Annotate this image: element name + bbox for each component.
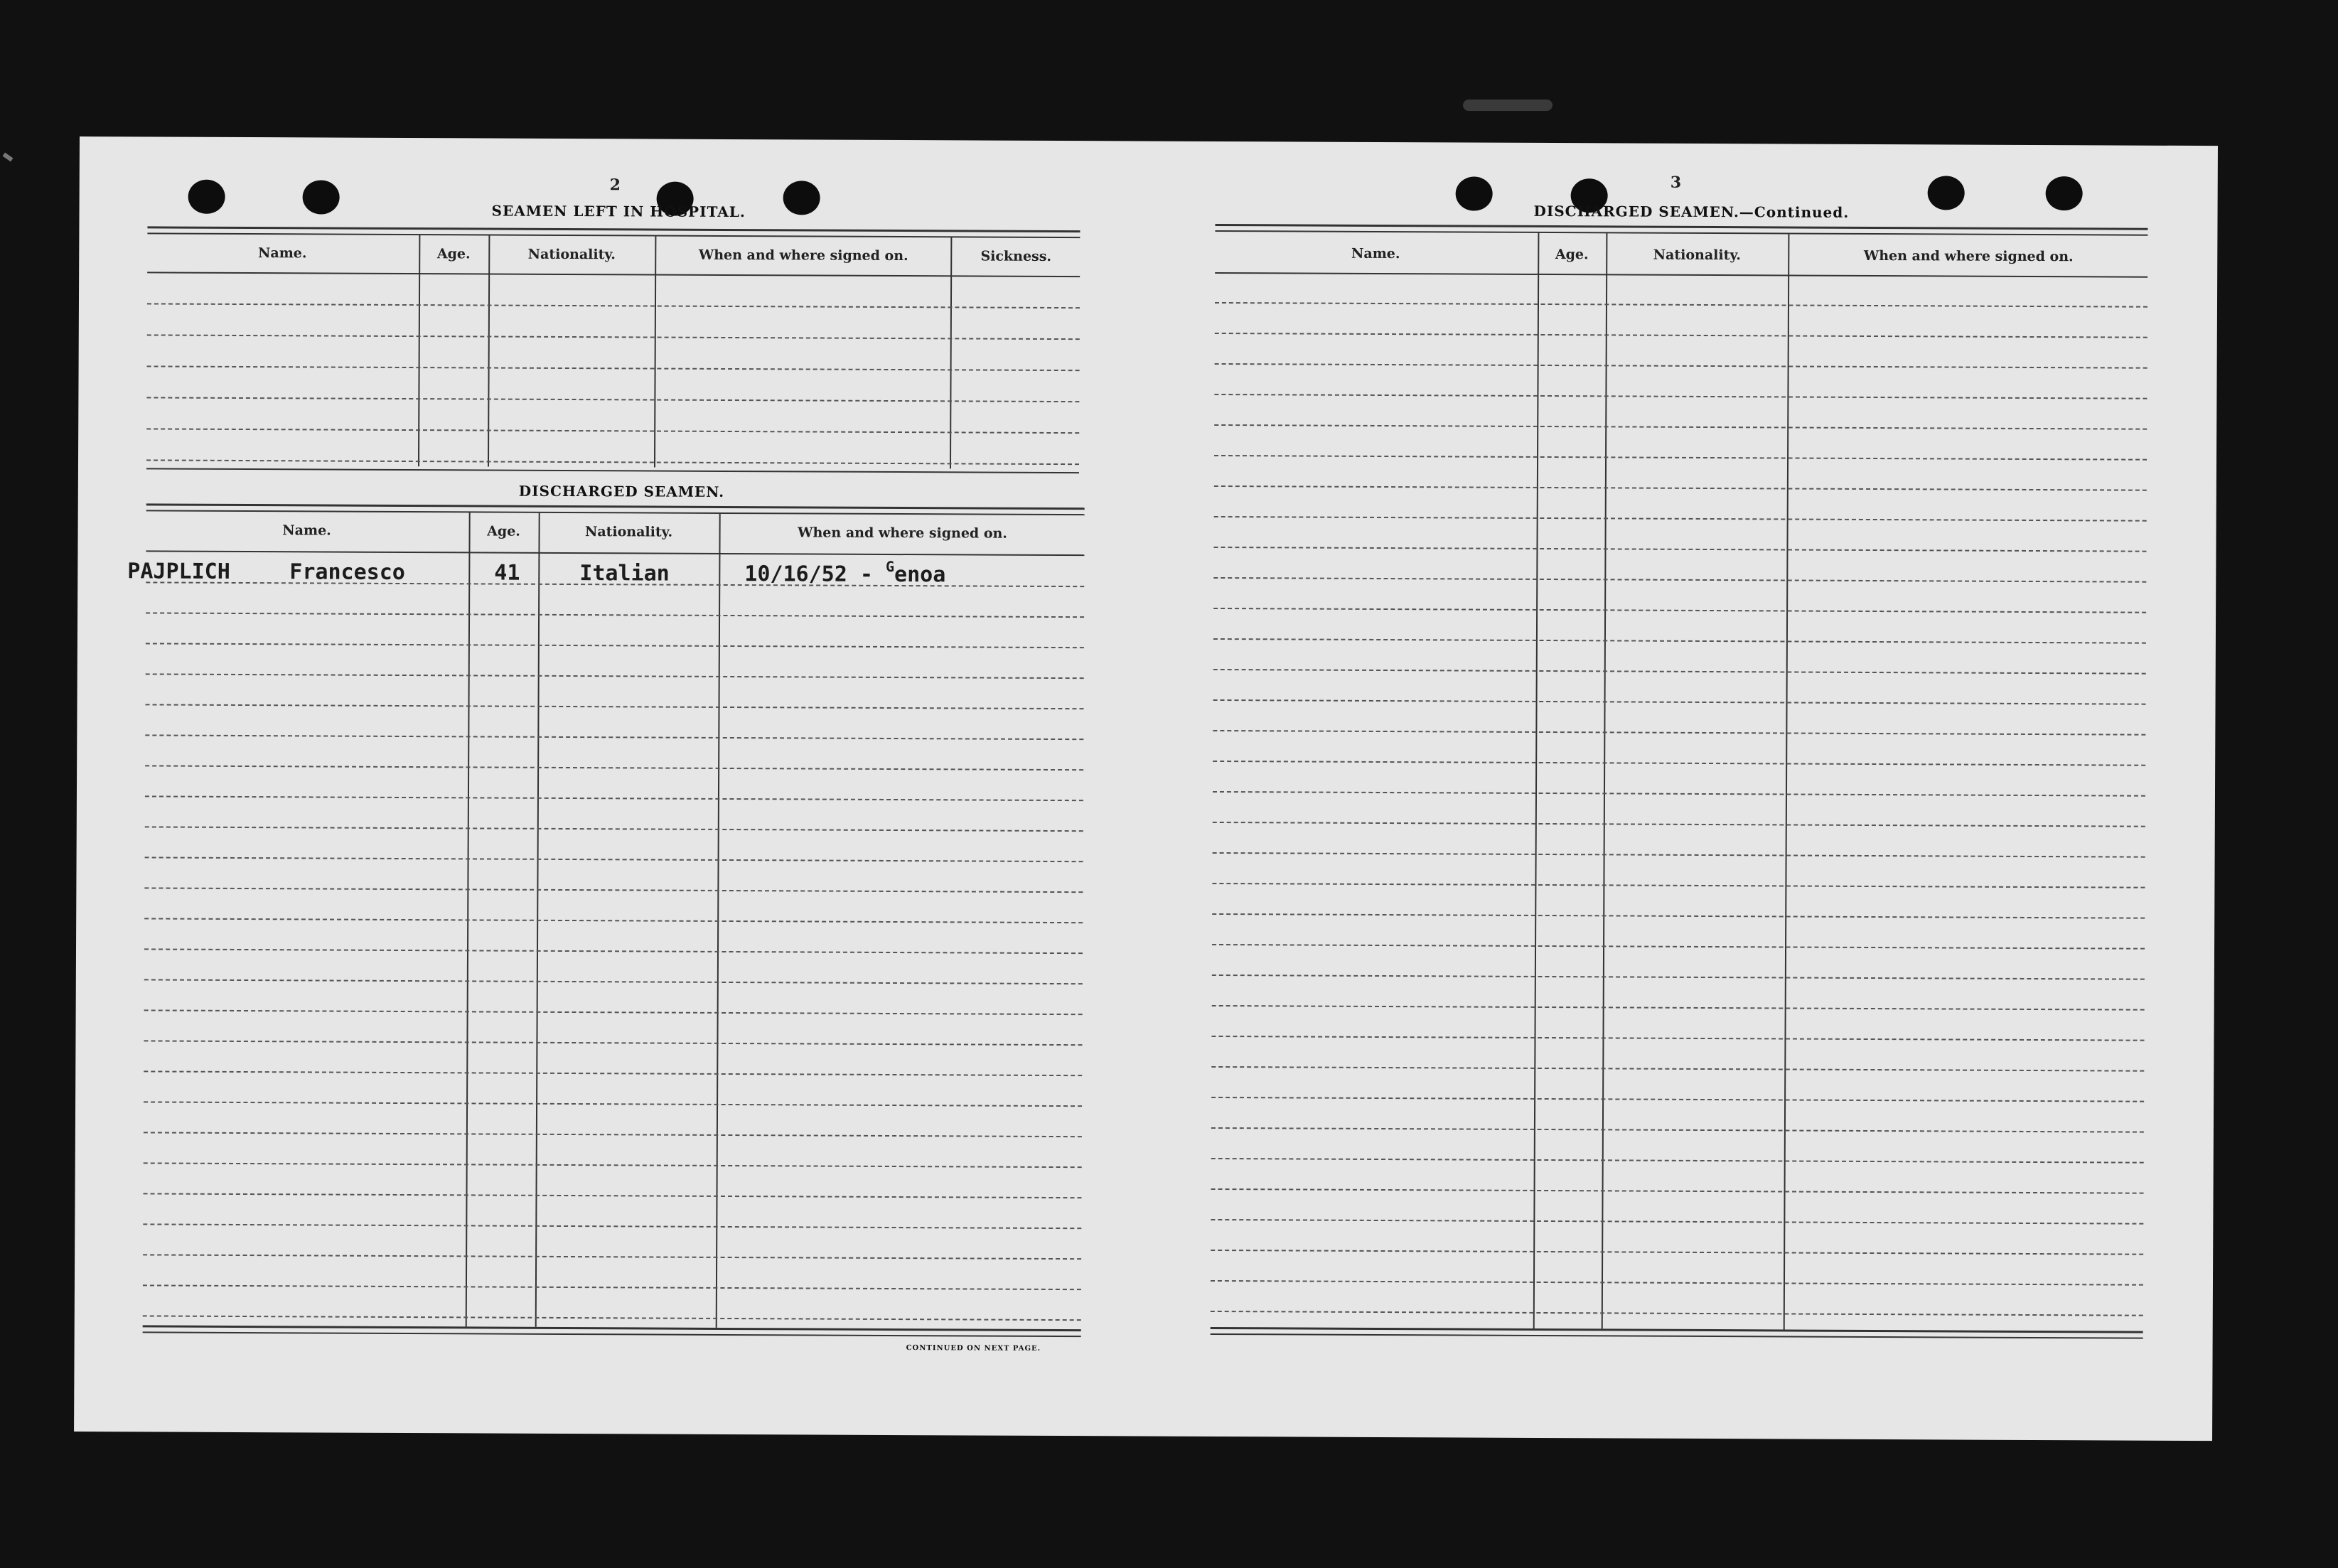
punch-hole: [303, 180, 340, 214]
entry-surname: PAJPLICH: [127, 559, 230, 584]
entry-line: [1213, 577, 2146, 583]
ledger-paper: [74, 136, 2218, 1441]
entry-line: [147, 334, 1080, 340]
entry-line: [143, 1223, 1081, 1229]
entry-line: [144, 887, 1083, 893]
punch-hole: [783, 181, 820, 215]
entry-line: [146, 673, 1084, 679]
continued-note: CONTINUED ON NEXT PAGE.: [906, 1344, 1041, 1353]
entry-line: [144, 979, 1083, 984]
continued-entry-lines: [80, 136, 2218, 146]
entry-line: [143, 1284, 1081, 1290]
discharged-col-name: Name.: [282, 522, 331, 539]
column-divider: [950, 237, 952, 468]
hospital-col-name: Name.: [257, 245, 307, 262]
entry-line: [144, 1009, 1083, 1015]
punch-hole: [1928, 176, 1965, 210]
entry-line: [144, 1101, 1082, 1107]
entry-line: [146, 459, 1079, 465]
entry-line: [147, 365, 1080, 371]
hospital-col-sickness: Sickness.: [980, 248, 1052, 264]
entry-line: [146, 704, 1084, 709]
punch-hole: [188, 180, 225, 214]
entry-line: [143, 1254, 1081, 1260]
entry-line: [1214, 394, 2147, 399]
entry-line: [144, 948, 1083, 954]
entry-line: [1213, 730, 2145, 736]
entry-line: [1211, 1188, 2144, 1194]
entry-line: [144, 1040, 1082, 1046]
column-divider: [1533, 232, 1540, 1328]
entry-line: [144, 918, 1083, 923]
entry-line: [1212, 944, 2145, 950]
entry-signed-on-place-rest: enoa: [894, 562, 946, 588]
entry-line: [146, 612, 1084, 618]
hospital-section-title: SEAMEN LEFT IN HOSPITAL.: [491, 202, 746, 221]
double-rule: [146, 503, 1085, 515]
section-rule: [146, 468, 1079, 473]
entry-line: [1213, 791, 2145, 797]
entry-line: [1214, 455, 2147, 461]
entry-line: [144, 1070, 1082, 1076]
entry-line: [145, 765, 1083, 770]
entry-line: [1211, 1097, 2144, 1102]
entry-nationality: Italian: [579, 561, 670, 586]
column-divider: [1602, 232, 1608, 1328]
entry-line: [1213, 638, 2146, 644]
hospital-col-nationality: Nationality.: [527, 246, 616, 263]
continued-col-age: Age.: [1555, 247, 1589, 263]
header-rule: [146, 550, 1084, 556]
page-number: 3: [1670, 173, 1682, 192]
column-divider: [654, 236, 656, 468]
entry-line: [1212, 883, 2145, 888]
entry-line: [146, 428, 1079, 434]
entry-line: [1213, 547, 2146, 552]
entry-line: [1213, 761, 2145, 766]
entry-line: [146, 643, 1084, 648]
entry-line: [144, 1162, 1082, 1168]
column-divider: [1784, 233, 1790, 1329]
entry-line: [1213, 822, 2145, 827]
entry-line: [145, 734, 1083, 740]
column-divider: [418, 235, 420, 466]
entry-line: [1211, 1127, 2144, 1133]
hospital-col-age: Age.: [436, 246, 471, 262]
entry-line: [1212, 913, 2145, 919]
double-rule: [1215, 224, 2147, 236]
entry-line: [147, 303, 1080, 308]
entry-line: [1211, 1066, 2144, 1072]
entry-line: [145, 795, 1083, 801]
entry-line: [144, 1132, 1082, 1137]
entry-line: [1212, 1005, 2145, 1011]
entry-line: [1215, 333, 2147, 338]
entry-line: [145, 826, 1083, 832]
scan-edge-mark: [3, 153, 14, 162]
continued-col-nationality: Nationality.: [1653, 247, 1741, 264]
discharged-continued-title: DISCHARGED SEAMEN.—Continued.: [1533, 202, 1850, 221]
page-number: 2: [609, 176, 621, 195]
entry-line: [1214, 424, 2147, 430]
continued-col-signed-on: When and where signed on.: [1863, 247, 2074, 265]
header-rule: [1215, 272, 2147, 278]
entry-line: [145, 857, 1083, 862]
entry-signed-on-date: 10/16/52 -: [744, 562, 874, 587]
entry-line: [1211, 1036, 2144, 1041]
entry-line: [1213, 669, 2146, 675]
entry-signed-on: [744, 557, 946, 588]
entry-line: [1211, 1158, 2144, 1164]
double-rule: [1211, 1327, 2143, 1339]
double-rule: [143, 1325, 1081, 1337]
double-rule: [147, 226, 1080, 238]
entry-age: 41: [494, 560, 520, 586]
entry-line: [143, 1315, 1081, 1321]
entry-line: [1212, 974, 2145, 980]
hospital-col-signed-on: When and where signed on.: [698, 247, 908, 264]
entry-line: [1213, 852, 2145, 858]
punch-hole: [1456, 176, 1493, 210]
discharged-section-title: DISCHARGED SEAMEN.: [518, 482, 725, 500]
discharged-col-nationality: Nationality.: [584, 524, 673, 540]
continued-col-name: Name.: [1351, 245, 1400, 262]
entry-line: [1211, 1280, 2143, 1286]
column-divider: [488, 235, 490, 467]
entry-given-name: Francesco: [289, 559, 405, 586]
entry-line: [144, 1193, 1082, 1198]
entry-signed-on-place-initial: G: [886, 557, 895, 576]
entry-line: [1214, 485, 2147, 491]
header-rule: [147, 272, 1080, 277]
entry-line: [146, 397, 1079, 402]
binder-tab-mark: [1463, 100, 1553, 111]
entry-line: [1213, 608, 2146, 613]
entry-line: [1211, 1311, 2143, 1316]
discharged-col-signed-on: When and where signed on.: [798, 525, 1008, 542]
entry-line: [1215, 302, 2147, 308]
discharged-col-age: Age.: [487, 523, 520, 539]
entry-line: [1214, 516, 2147, 522]
entry-line: [1213, 699, 2146, 705]
entry-line: [1211, 1219, 2143, 1225]
punch-hole: [2046, 176, 2083, 210]
entry-line: [1211, 1250, 2143, 1255]
discharged-entry-lines: [80, 136, 2218, 146]
entry-line: [1215, 363, 2147, 369]
